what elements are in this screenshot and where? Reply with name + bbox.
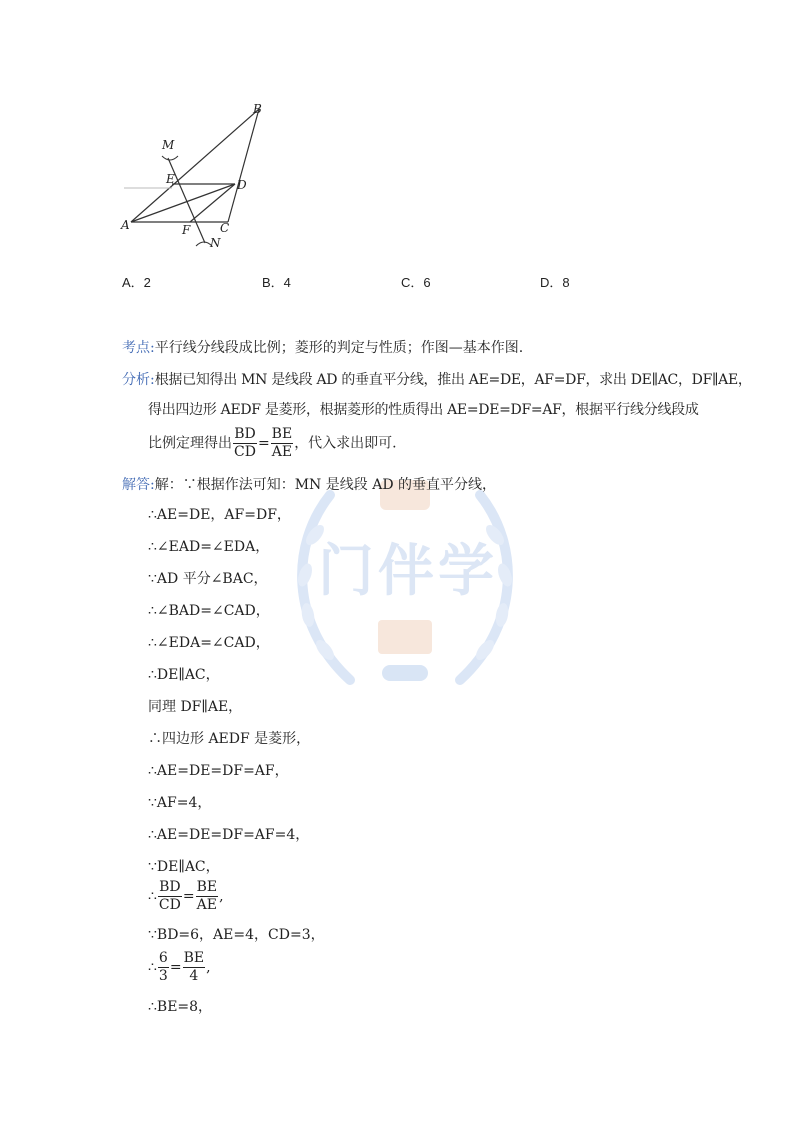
fenxi-fraction-be-ae	[271, 426, 294, 461]
fraction-numerator: BE	[271, 426, 293, 442]
kaodian-colon: :	[150, 340, 155, 356]
option-a	[122, 272, 151, 291]
jieda-colon: :	[150, 477, 155, 493]
watermark	[270, 455, 540, 715]
fraction-denominator: CD	[234, 444, 256, 460]
fenxi-line1: 根据已知得出 MN 是线段 AD 的垂直平分线，推出 AE=DE，AF=DF，求出 DE∥AC，DF∥AE，	[154, 372, 752, 388]
option-c	[401, 272, 431, 291]
label-F: F	[182, 223, 191, 237]
therefore-sign: ∴	[148, 959, 157, 976]
jieda-step: 同理 DF∥AE，	[148, 699, 243, 715]
fenxi-label: 分析	[122, 372, 150, 388]
option-d-value: 8	[562, 275, 570, 290]
jieda-step: ∵AF=4，	[148, 795, 212, 811]
equals-sign: =	[182, 888, 195, 905]
kaodian-text: 平行线分线段成比例；菱形的判定与性质；作图—基本作图.	[154, 340, 524, 356]
fraction-numerator: BD	[159, 879, 181, 895]
jieda-step: ∴四边形 AEDF 是菱形，	[148, 731, 311, 747]
jieda-step: ∴∠BAD=∠CAD，	[148, 603, 270, 619]
fraction-denominator: 4	[189, 968, 199, 984]
option-b	[262, 272, 291, 291]
fraction-numerator: 6	[158, 950, 168, 966]
option-a-letter: A．	[122, 275, 144, 290]
fraction-numerator: BD	[234, 426, 256, 442]
fraction-6-3	[158, 950, 169, 985]
fraction-be-4	[183, 950, 206, 985]
jieda-final: ∴BE=8，	[148, 999, 213, 1015]
label-M: M	[162, 138, 175, 152]
option-a-value: 2	[143, 275, 151, 290]
jieda-step: ∵DE∥AC，	[148, 859, 220, 875]
option-d-letter: D．	[540, 275, 563, 290]
fenxi-fraction-bd-cd	[233, 426, 257, 461]
fenxi-line3	[148, 426, 397, 461]
label-D: D	[237, 178, 247, 192]
option-b-value: 4	[283, 275, 291, 290]
geometry-figure	[110, 100, 280, 255]
jieda-step: ∴∠EDA=∠CAD，	[148, 635, 270, 651]
jieda-first: 解：∵根据作法可知：MN 是线段 AD 的垂直平分线，	[154, 477, 496, 493]
jieda-label: 解答	[122, 477, 150, 493]
comma: ,	[219, 888, 224, 905]
jieda-given: ∵BD=6，AE=4，CD=3，	[148, 927, 325, 943]
fenxi-line3-post: ，代入求出即可.	[294, 435, 397, 452]
option-b-letter: B．	[262, 275, 284, 290]
fenxi-line3-pre: 比例定理得出	[148, 435, 232, 452]
label-C: C	[220, 221, 230, 235]
watermark-text: 门伴学	[318, 539, 498, 604]
fraction-bd-cd	[158, 879, 182, 914]
fraction-denominator: 3	[158, 968, 168, 984]
label-N: N	[210, 236, 221, 250]
comma: ,	[206, 959, 211, 976]
label-E: E	[166, 172, 175, 186]
label-A: A	[121, 218, 130, 232]
fraction-denominator: CD	[158, 897, 181, 913]
fenxi-colon: :	[150, 372, 155, 388]
option-d	[540, 272, 570, 291]
fraction-denominator: AE	[271, 444, 293, 460]
jieda-step: ∵AD 平分∠BAC，	[148, 571, 268, 587]
fenxi-row	[122, 369, 752, 389]
jieda-step: ∴AE=DE=DF=AF=4，	[148, 827, 310, 843]
fraction-denominator: AE	[196, 897, 218, 913]
kaodian-row	[122, 337, 523, 357]
jieda-step: ∴AE=DE，AF=DF，	[148, 507, 291, 523]
fenxi-line2: 得出四边形 AEDF 是菱形，根据菱形的性质得出 AE=DE=DF=AF，根据平行线分线段成	[148, 402, 699, 418]
fraction-numerator: BE	[183, 950, 205, 966]
jieda-fraction-step-2	[148, 950, 211, 985]
therefore-sign: ∴	[148, 888, 157, 905]
jieda-step: ∴∠EAD=∠EDA，	[148, 539, 270, 555]
equals-sign: =	[169, 959, 182, 976]
fraction-be-ae	[196, 879, 219, 914]
fraction-numerator: BE	[196, 879, 218, 895]
label-B: B	[253, 102, 262, 116]
kaodian-label: 考点	[122, 340, 150, 356]
jieda-step: ∴DE∥AC，	[148, 667, 220, 683]
option-c-value: 6	[423, 275, 431, 290]
jieda-row	[122, 474, 496, 494]
jieda-step: ∴AE=DE=DF=AF，	[148, 763, 289, 779]
equals-sign: =	[257, 435, 270, 452]
option-c-letter: C．	[401, 275, 424, 290]
jieda-fraction-step-1	[148, 879, 224, 914]
